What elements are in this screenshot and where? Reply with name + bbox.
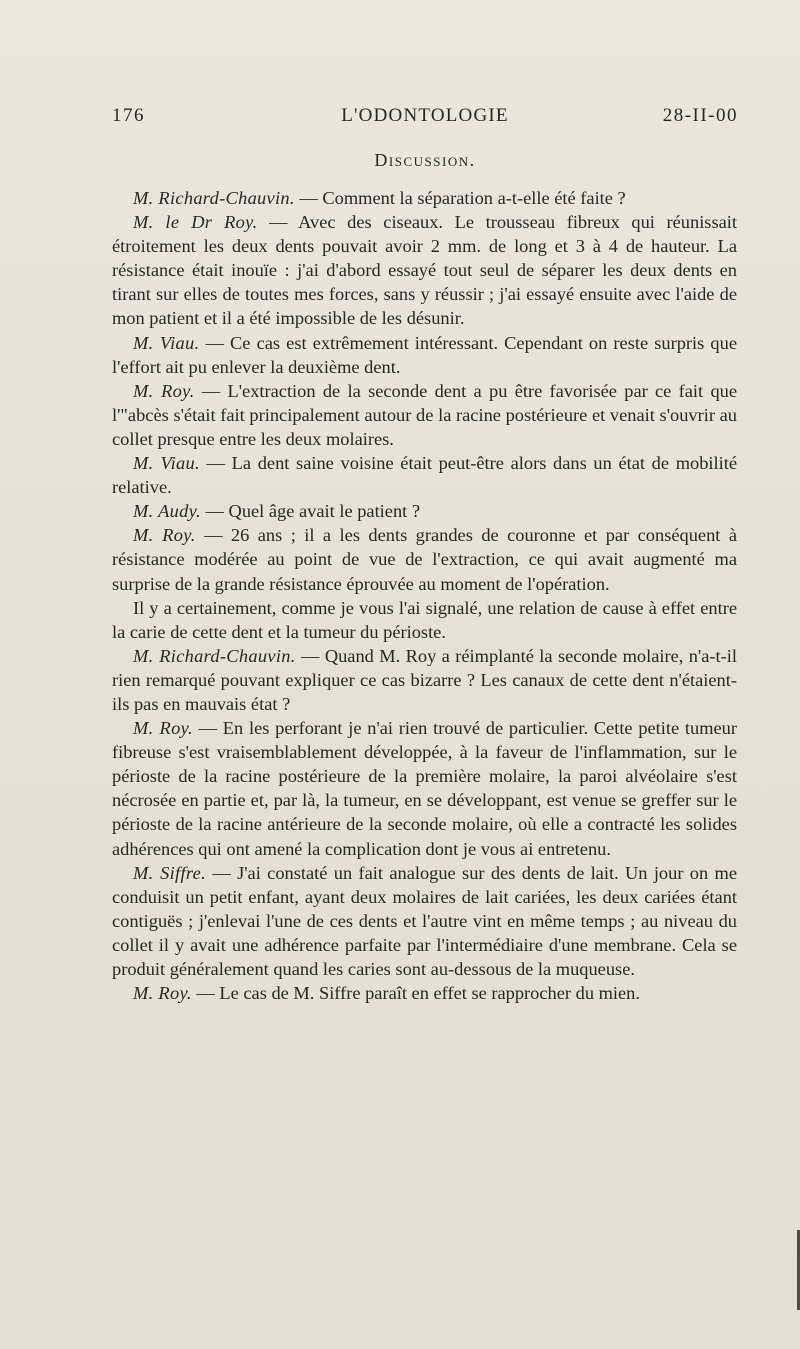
paragraph-text: — J'ai constaté un fait analogue sur des dents de lait. Un jour on me conduisit un petit enfant, ayant deux molaires de lait cariées, les deux cariées étant contiguës ; j'enlevai l'une de ces dents et l'autre vint en même temps ; au niveau du collet il y avait une adhérence parfaite par l'intermédiaire d'une membrane. Cela se produit généralement quand les caries sont au-dessous de la muqueuse.: [112, 862, 737, 979]
section-title: Discussion.: [374, 150, 476, 170]
speaker-name: M. Viau.: [133, 332, 200, 353]
speaker-name: M. Roy.: [133, 983, 192, 1004]
paragraph: [112, 644, 737, 716]
speaker-name: M. le Dr Roy.: [133, 212, 258, 233]
paragraph-text: — Ce cas est extrêmement intéressant. Cependant on reste surpris que l'effort ait pu enlever la deuxième dent.: [112, 332, 737, 377]
paragraph: [112, 523, 737, 595]
paragraph-text: — 26 ans ; il a les dents grandes de couronne et par conséquent à résistance modérée au point de vue de l'extraction, ce qui avait augmenté ma surprise de la grande résistance éprouvée au moment de l'opération.: [112, 525, 737, 594]
running-header: [112, 105, 738, 131]
speaker-name: M. Siffre.: [133, 862, 207, 883]
paragraph-text: — Avec des ciseaux. Le trousseau fibreux qui réunissait étroitement les deux dents pouvait avoir 2 mm. de long et 3 à 4 de hauteur. La résistance était inouïe : j'ai d'abord essayé tout seul de séparer les deux dents en tirant sur elles de toutes mes forces, sans y réussir ; j'ai essayé ensuite avec l'aide de mon patient et il a été impossible de les désunir.: [112, 212, 737, 329]
speaker-name: M. Richard-Chauvin.: [133, 645, 296, 666]
paragraph-text: — L'extraction de la seconde dent a pu être favorisée par ce fait que l'"abcès s'était fait principalement autour de la racine postérieure et venait s'ouvrir au collet presque entre les deux molaires.: [112, 380, 737, 449]
speaker-name: M. Audy.: [133, 501, 201, 522]
paragraph: [112, 331, 737, 379]
paragraph: [112, 861, 737, 981]
paragraph-text: — En les perforant je n'ai rien trouvé de particulier. Cette petite tumeur fibreuse s'est vraisemblablement développée, à la faveur de l'inflammation, sur le périoste de la racine postérieure de la première molaire, la paroi alvéolaire s'est nécrosée en partie et, par là, la tumeur, en se développant, est venue se greffer sur le périoste de la racine antérieure de la seconde molaire, où elle a contracté les solides adhérences qui ont amené la complication dont je vous ai entretenu.: [112, 718, 738, 859]
paragraph: [112, 981, 737, 1005]
paragraph: [112, 596, 737, 644]
speaker-name: M. Roy.: [133, 525, 196, 546]
discussion-body: [112, 186, 737, 1005]
speaker-name: M. Viau.: [133, 453, 200, 474]
speaker-name: M. Richard-Chauvin.: [133, 188, 295, 208]
speaker-name: M. Roy.: [133, 380, 195, 401]
paragraph-text: — La dent saine voisine était peut-être alors dans un état de mobilité relative.: [112, 453, 737, 498]
paragraph: [112, 210, 737, 330]
paragraph-text: — Comment la séparation a-t-elle été faite ?: [294, 188, 626, 208]
page-number: 176: [112, 105, 145, 126]
paragraph-text: — Le cas de M. Siffre paraît en effet se rapprocher du mien.: [191, 983, 640, 1004]
paragraph-text: — Quel âge avait le patient ?: [200, 501, 421, 522]
paragraph: [112, 186, 737, 210]
journal-title: L'ODONTOLOGIE: [341, 105, 509, 126]
paragraph: [112, 379, 737, 451]
paragraph: [112, 451, 737, 499]
paragraph: [112, 499, 737, 523]
paragraph: [112, 716, 737, 861]
paragraph-text: Il y a certainement, comme je vous l'ai signalé, une relation de cause à effet entre la carie de cette dent et la tumeur du périoste.: [112, 597, 737, 642]
paragraph-text: — Quand M. Roy a réimplanté la seconde molaire, n'a-t-il rien remarqué pouvant expliquer ce cas bizarre ? Les canaux de cette dent n'étaient-ils pas en mauvais état ?: [112, 645, 738, 714]
issue-date: 28-II-00: [662, 105, 738, 126]
speaker-name: M. Roy.: [133, 718, 193, 739]
